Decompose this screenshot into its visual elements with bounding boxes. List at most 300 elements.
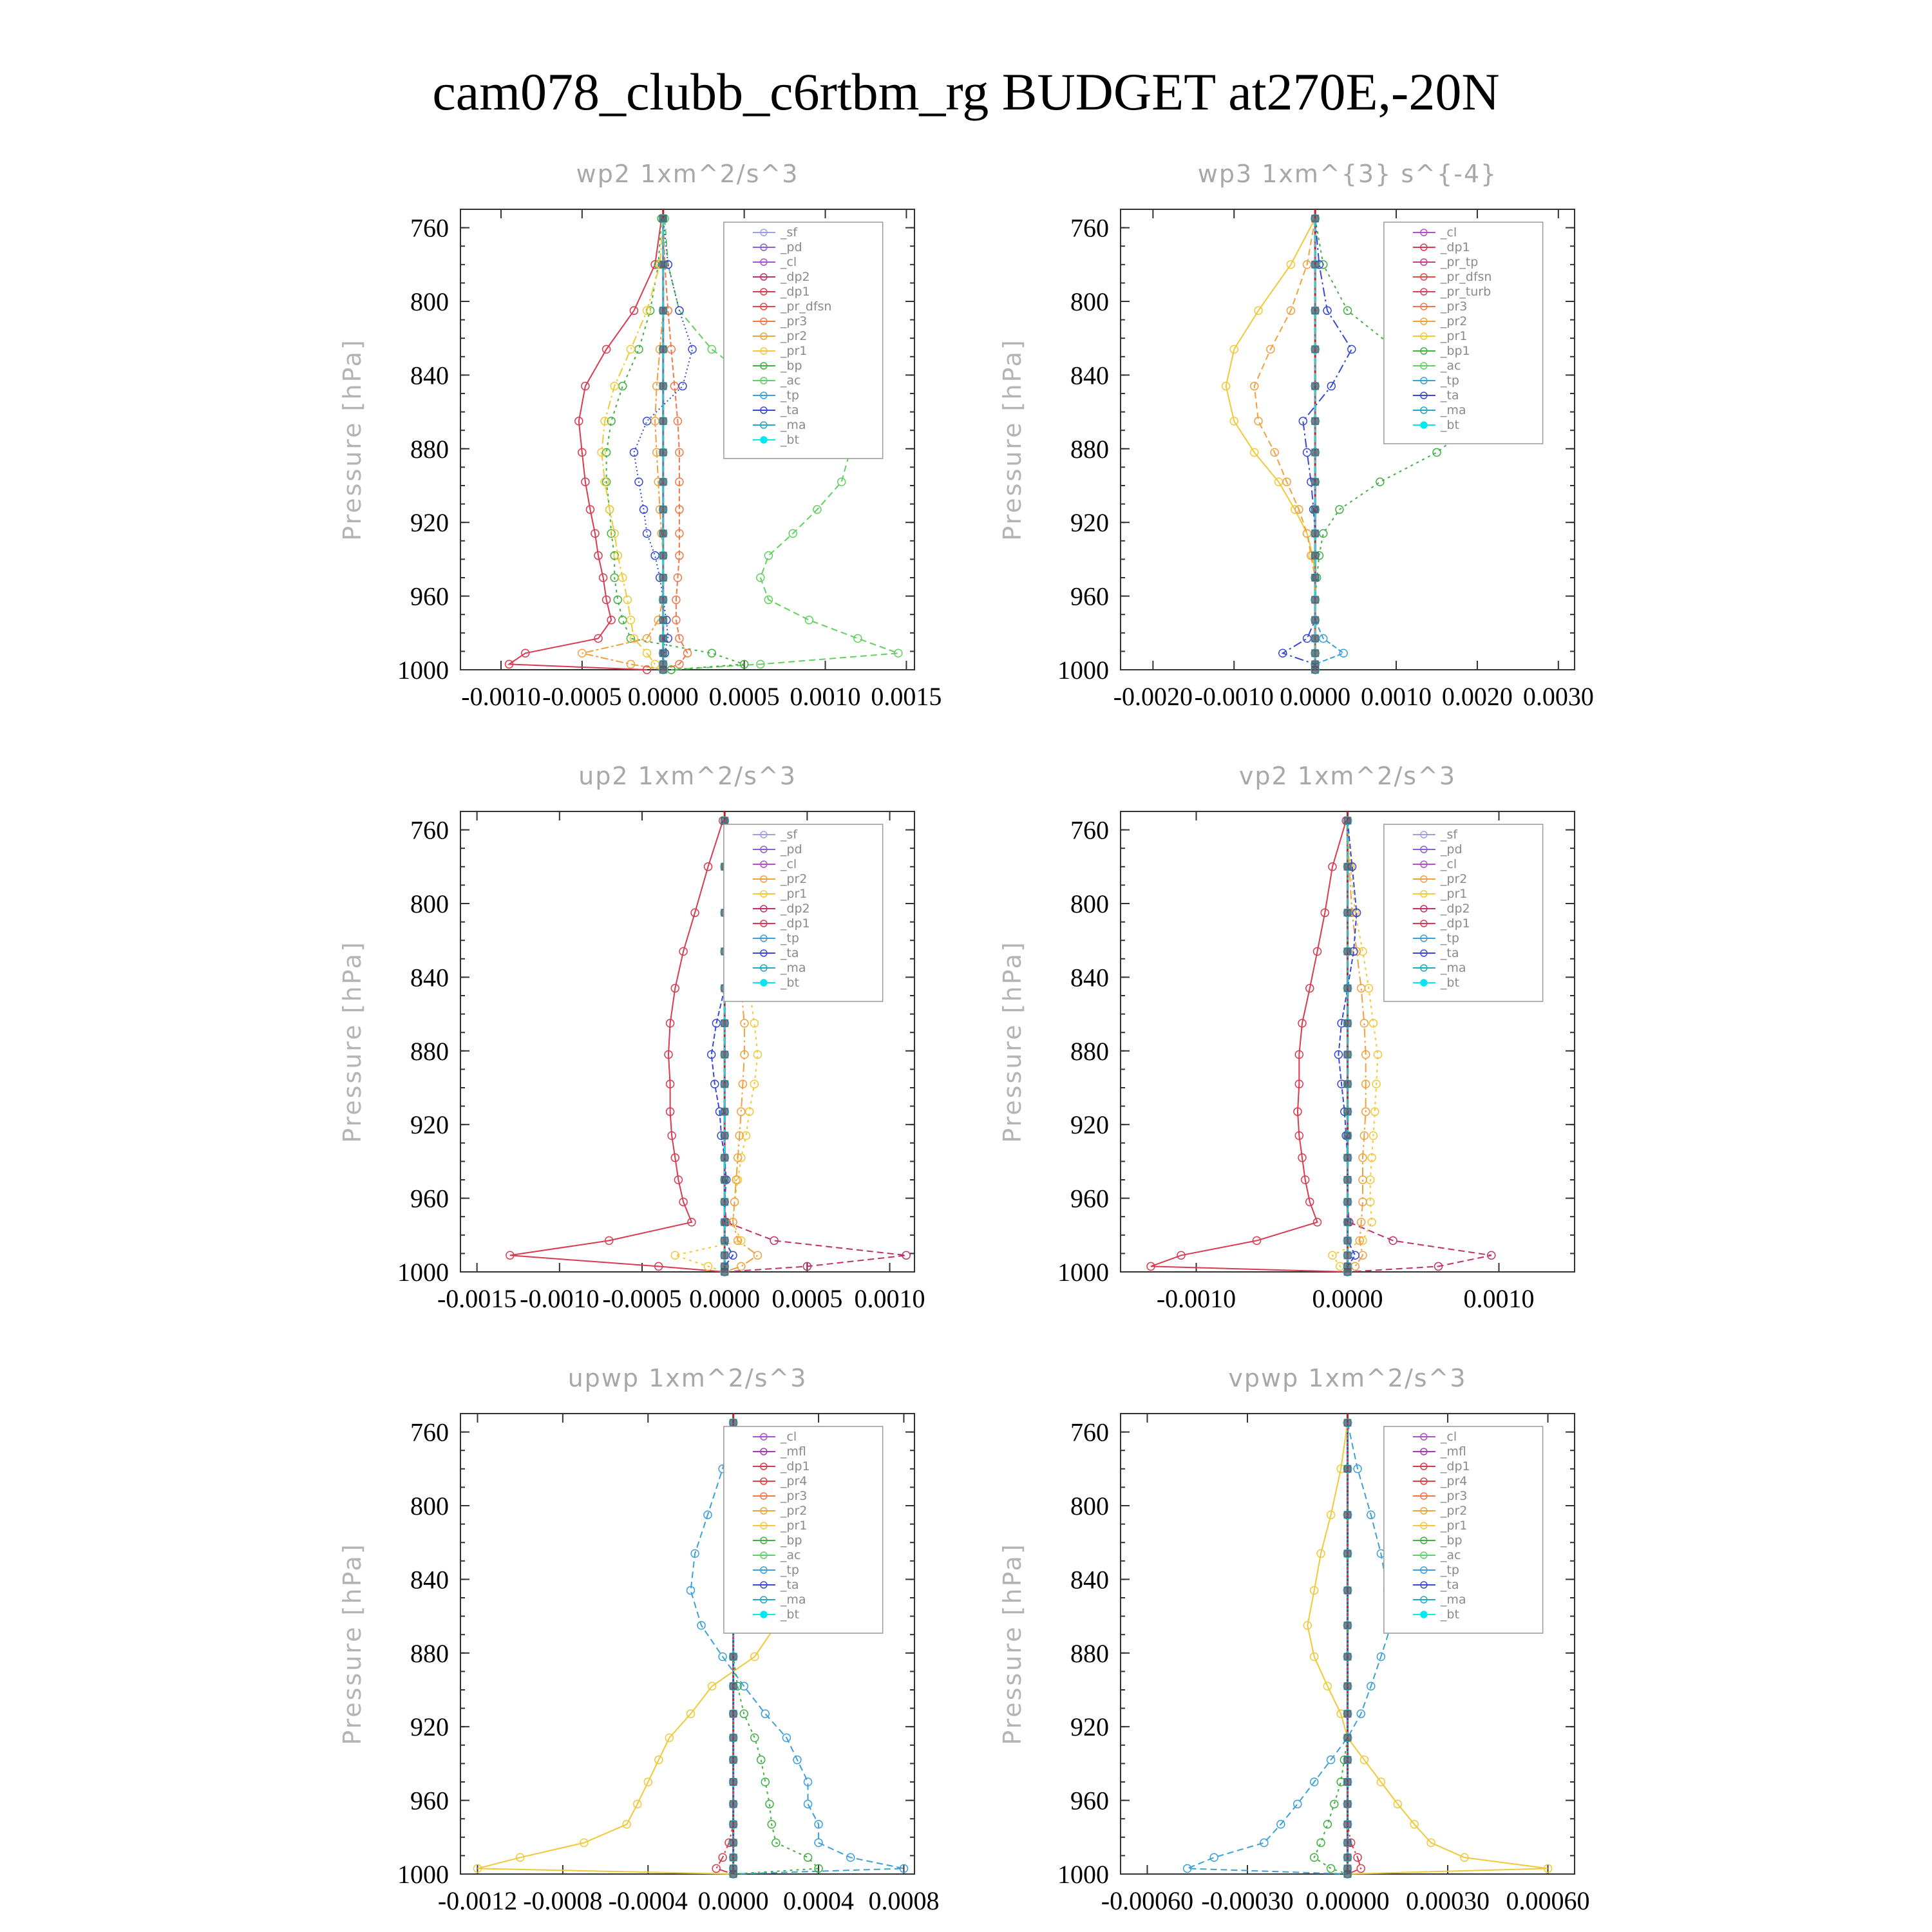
zero-marker xyxy=(1344,1853,1352,1861)
legend-entry: _sf xyxy=(780,225,797,240)
legend-entry: _pr2 xyxy=(1440,1504,1468,1518)
data-point xyxy=(1340,649,1347,657)
legend-entry: _bp xyxy=(780,1533,802,1548)
zero-marker xyxy=(1344,1051,1352,1059)
x-tick-label: 0.0000 xyxy=(697,1886,769,1915)
zero-marker xyxy=(1311,449,1319,457)
legend-entry: _pr1 xyxy=(1440,887,1468,901)
x-tick-label: -0.00060 xyxy=(1101,1886,1194,1915)
legend-entry: _pr3 xyxy=(1440,299,1468,314)
data-point xyxy=(805,616,813,624)
x-tick-label: -0.0012 xyxy=(437,1886,518,1915)
legend-entry: _ta xyxy=(1440,388,1459,402)
zero-marker xyxy=(659,616,667,624)
zero-marker xyxy=(1344,1268,1352,1276)
series-line-tp xyxy=(1188,1423,1391,1874)
legend-entry: _ta xyxy=(780,1578,799,1592)
data-point xyxy=(635,345,643,353)
legend-entry: _dp2 xyxy=(1440,902,1470,916)
y-tick-label: 960 xyxy=(1070,1184,1109,1213)
zero-marker xyxy=(659,383,667,390)
zero-marker xyxy=(659,506,667,513)
y-axis-label: Pressure [hPa] xyxy=(998,338,1027,541)
y-tick-label: 800 xyxy=(1070,889,1109,918)
legend-entry: _cl xyxy=(1440,225,1457,240)
zero-marker xyxy=(721,817,728,824)
x-tick-label: 0.00060 xyxy=(1506,1886,1590,1915)
legend-entry: _pr4 xyxy=(1440,1474,1468,1488)
legend-entry: _pr1 xyxy=(1440,1519,1468,1533)
zero-marker xyxy=(659,261,667,269)
y-tick-label: 1000 xyxy=(397,1860,449,1889)
y-tick-label: 840 xyxy=(410,361,449,390)
data-point xyxy=(679,383,687,390)
legend-entry: _cl xyxy=(780,857,797,871)
zero-marker xyxy=(1311,574,1319,582)
legend-entry: _bt xyxy=(1440,418,1459,432)
zero-marker xyxy=(730,1870,737,1878)
zero-marker xyxy=(721,1251,728,1259)
legend-entry: _pr1 xyxy=(780,344,808,358)
y-tick-label: 960 xyxy=(1070,582,1109,611)
zero-marker xyxy=(1344,947,1352,955)
panel-title: wp2 1xm^2/s^3 xyxy=(576,160,799,188)
x-tick-label: 0.0000 xyxy=(627,682,699,711)
data-point xyxy=(643,417,651,425)
y-tick-label: 760 xyxy=(410,815,449,845)
zero-marker xyxy=(1344,1778,1352,1786)
series-line-dp1 xyxy=(1151,820,1348,1272)
zero-marker xyxy=(730,1419,737,1426)
legend-entry: _tp xyxy=(1440,931,1459,945)
legend-entry: _cl xyxy=(1440,1430,1457,1444)
legend-entry: _tp xyxy=(780,388,799,402)
y-tick-label: 800 xyxy=(410,287,449,316)
y-tick-label: 920 xyxy=(1070,1110,1109,1140)
x-tick-label: -0.0005 xyxy=(602,1284,682,1313)
y-tick-label: 800 xyxy=(1070,287,1109,316)
y-tick-label: 760 xyxy=(1070,213,1109,243)
zero-marker xyxy=(730,1778,737,1786)
legend-entry: _cl xyxy=(780,1430,797,1444)
series-line-dp1 xyxy=(509,218,662,670)
data-point xyxy=(838,478,846,486)
legend-entry: _ma xyxy=(780,418,806,432)
legend-entry: _bt xyxy=(780,976,799,990)
zero-marker xyxy=(1311,529,1319,537)
x-tick-label: -0.00030 xyxy=(1201,1886,1294,1915)
zero-marker xyxy=(721,1051,728,1059)
zero-marker xyxy=(1344,1622,1352,1629)
x-tick-label: -0.0005 xyxy=(542,682,622,711)
data-point xyxy=(764,552,772,560)
legend-entry: _dp1 xyxy=(780,916,810,931)
y-tick-label: 880 xyxy=(410,434,449,464)
legend-entry: _cl xyxy=(1440,857,1457,871)
x-tick-label: -0.0010 xyxy=(1194,682,1274,711)
legend-entry: _bp xyxy=(780,359,802,373)
legend-entry: _ta xyxy=(1440,946,1459,960)
y-tick-label: 920 xyxy=(410,1110,449,1140)
legend-entry: _pr2 xyxy=(1440,314,1468,328)
y-tick-label: 960 xyxy=(410,1786,449,1815)
y-tick-label: 1000 xyxy=(1057,656,1109,685)
x-tick-label: 0.0004 xyxy=(783,1886,855,1915)
zero-marker xyxy=(1344,985,1352,992)
figure-title: cam078_clubb_c6rtbm_rg BUDGET at270E,-20N xyxy=(432,62,1500,121)
chart-panel-1 xyxy=(338,160,942,711)
legend-entry: _pd xyxy=(780,842,802,857)
data-point xyxy=(737,1262,745,1270)
legend-entry: _pr1 xyxy=(1440,329,1468,343)
legend-entry: _cl xyxy=(780,255,797,269)
data-point xyxy=(1317,1839,1325,1846)
legend-entry: _ma xyxy=(1440,1593,1466,1607)
zero-marker xyxy=(1311,307,1319,314)
zero-marker xyxy=(659,529,667,537)
zero-marker xyxy=(721,1108,728,1115)
chart-panel-3 xyxy=(338,762,925,1313)
data-point xyxy=(1327,1864,1335,1872)
legend-entry: _dp1 xyxy=(780,285,810,299)
legend-entry: _dp1 xyxy=(1440,916,1470,931)
zero-marker xyxy=(1344,1108,1352,1115)
zero-marker xyxy=(730,1839,737,1846)
y-tick-label: 880 xyxy=(1070,1036,1109,1066)
zero-marker xyxy=(1344,1587,1352,1595)
legend-entry: _pr2 xyxy=(780,872,808,886)
chart-panel-5 xyxy=(338,1364,939,1915)
data-point xyxy=(651,660,659,668)
legend-entry: _pr3 xyxy=(780,1489,808,1503)
legend-entry: _tp xyxy=(1440,374,1459,388)
data-point xyxy=(1360,1019,1368,1027)
legend-entry: _bt xyxy=(1440,1607,1459,1622)
zero-marker xyxy=(659,345,667,353)
zero-marker xyxy=(1344,1756,1352,1764)
zero-marker xyxy=(1344,1198,1352,1206)
legend-entry: _mfl xyxy=(1440,1444,1466,1459)
zero-marker xyxy=(1311,596,1319,603)
zero-marker xyxy=(730,1800,737,1808)
zero-marker xyxy=(1344,1419,1352,1426)
y-tick-label: 960 xyxy=(410,582,449,611)
legend-entry: _pr_dfsn xyxy=(1440,270,1492,284)
legend-entry: _pr4 xyxy=(780,1474,808,1488)
y-tick-label: 760 xyxy=(1070,815,1109,845)
zero-marker xyxy=(1311,261,1319,269)
x-tick-label: 0.0030 xyxy=(1522,682,1594,711)
legend-entry: _pr_dfsn xyxy=(780,299,832,314)
legend-marker xyxy=(761,437,767,443)
zero-marker xyxy=(1344,1251,1352,1259)
zero-marker xyxy=(659,649,667,657)
data-point xyxy=(1348,345,1356,353)
zero-marker xyxy=(730,1853,737,1861)
zero-marker xyxy=(1311,616,1319,624)
zero-marker xyxy=(721,1154,728,1162)
panel-title: vpwp 1xm^2/s^3 xyxy=(1228,1364,1467,1392)
y-tick-label: 1000 xyxy=(397,1258,449,1287)
x-tick-label: 0.0010 xyxy=(1463,1284,1535,1313)
zero-marker xyxy=(1344,1176,1352,1184)
y-tick-label: 880 xyxy=(1070,1638,1109,1668)
data-point xyxy=(1260,1839,1268,1846)
zero-marker xyxy=(730,1710,737,1718)
y-tick-label: 920 xyxy=(410,1712,449,1742)
data-point xyxy=(651,552,659,560)
series-line-pr2 xyxy=(582,218,663,670)
zero-marker xyxy=(659,574,667,582)
y-tick-label: 880 xyxy=(410,1036,449,1066)
x-tick-label: -0.0020 xyxy=(1113,682,1193,711)
chart-panel-2 xyxy=(998,160,1594,711)
x-tick-label: -0.0010 xyxy=(1156,1284,1236,1313)
zero-marker xyxy=(721,1198,728,1206)
y-tick-label: 760 xyxy=(410,213,449,243)
y-tick-label: 800 xyxy=(410,1492,449,1520)
zero-marker xyxy=(1311,649,1319,657)
zero-marker xyxy=(1311,552,1319,560)
y-tick-label: 960 xyxy=(410,1184,449,1213)
legend-entry: _ta xyxy=(780,946,799,960)
y-tick-label: 960 xyxy=(1070,1786,1109,1815)
zero-marker xyxy=(1311,666,1319,674)
zero-marker xyxy=(1344,1154,1352,1162)
legend-entry: _pr3 xyxy=(1440,1489,1468,1503)
data-point xyxy=(1303,634,1311,642)
legend-entry: _pr3 xyxy=(780,314,808,328)
y-tick-label: 920 xyxy=(1070,1712,1109,1742)
legend-entry: _ta xyxy=(780,403,799,417)
panel-title: up2 1xm^2/s^3 xyxy=(578,762,797,790)
zero-marker xyxy=(659,478,667,486)
zero-marker xyxy=(1344,1653,1352,1661)
data-point xyxy=(1323,1821,1331,1828)
zero-marker xyxy=(1344,1839,1352,1846)
zero-marker xyxy=(721,1236,728,1244)
panel-title: vp2 1xm^2/s^3 xyxy=(1238,762,1457,790)
legend-entry: _pr2 xyxy=(1440,872,1468,886)
legend-entry: _bp1 xyxy=(1440,344,1470,358)
panel-title: upwp 1xm^2/s^3 xyxy=(567,1364,808,1392)
data-point xyxy=(1351,1251,1359,1259)
data-point xyxy=(1433,449,1441,457)
x-tick-label: 0.0015 xyxy=(871,682,942,711)
panel-title: wp3 1xm^{3} s^{-4} xyxy=(1197,160,1498,188)
zero-marker xyxy=(1344,909,1352,916)
data-point xyxy=(751,1734,759,1741)
legend-entry: _pr1 xyxy=(780,1519,808,1533)
y-tick-label: 840 xyxy=(410,963,449,992)
legend-entry: _dp1 xyxy=(780,1459,810,1473)
chart-panel-4 xyxy=(998,762,1575,1313)
legend-entry: _mfl xyxy=(780,1444,806,1459)
legend-entry: _ma xyxy=(1440,403,1466,417)
x-tick-label: -0.0010 xyxy=(461,682,541,711)
zero-marker xyxy=(730,1821,737,1828)
legend-entry: _pr_tp xyxy=(1440,255,1479,269)
y-tick-label: 840 xyxy=(410,1565,449,1595)
legend-entry: _pd xyxy=(780,240,802,254)
zero-marker xyxy=(1344,1682,1352,1690)
series-line-tp xyxy=(1315,218,1343,670)
zero-marker xyxy=(1344,1549,1352,1557)
data-point xyxy=(804,1800,812,1808)
zero-marker xyxy=(730,1682,737,1690)
zero-marker xyxy=(1311,214,1319,222)
zero-marker xyxy=(659,596,667,603)
x-tick-label: 0.0010 xyxy=(854,1284,925,1313)
zero-marker xyxy=(659,449,667,457)
x-tick-label: -0.0010 xyxy=(520,1284,600,1313)
chart-panel-6 xyxy=(998,1364,1590,1915)
x-tick-label: 0.0000 xyxy=(1312,1284,1383,1313)
x-tick-label: 0.0008 xyxy=(868,1886,940,1915)
data-point xyxy=(761,1710,769,1718)
legend-entry: _bt xyxy=(780,433,799,447)
x-tick-label: 0.0000 xyxy=(1280,682,1351,711)
zero-marker xyxy=(1311,634,1319,642)
zero-marker xyxy=(1344,1019,1352,1027)
x-tick-label: -0.0004 xyxy=(608,1886,688,1915)
x-tick-label: -0.0008 xyxy=(523,1886,603,1915)
y-tick-label: 1000 xyxy=(397,656,449,685)
zero-marker xyxy=(1344,1800,1352,1808)
y-axis-label: Pressure [hPa] xyxy=(998,940,1027,1143)
data-point xyxy=(627,345,634,353)
zero-marker xyxy=(1344,1132,1352,1139)
y-tick-label: 880 xyxy=(410,1638,449,1668)
zero-marker xyxy=(1311,345,1319,353)
zero-marker xyxy=(659,214,667,222)
legend-entry: _dp1 xyxy=(1440,240,1470,254)
zero-marker xyxy=(1344,1511,1352,1519)
legend-entry: _ta xyxy=(1440,1578,1459,1592)
zero-marker xyxy=(1344,1870,1352,1878)
data-point xyxy=(1331,1800,1338,1808)
zero-marker xyxy=(1311,506,1319,513)
zero-marker xyxy=(659,634,667,642)
zero-marker xyxy=(1344,1236,1352,1244)
zero-marker xyxy=(659,417,667,425)
data-point xyxy=(753,1251,761,1259)
legend-entry: _pr_turb xyxy=(1440,285,1492,299)
x-tick-label: 0.0020 xyxy=(1441,682,1513,711)
legend-entry: _sf xyxy=(1440,828,1457,842)
zero-marker xyxy=(1344,1080,1352,1088)
zero-marker xyxy=(721,1268,728,1276)
data-point xyxy=(688,345,696,353)
zero-marker xyxy=(721,1218,728,1226)
data-point xyxy=(1376,478,1384,486)
data-point xyxy=(1294,1800,1302,1808)
x-tick-label: 0.0010 xyxy=(1361,682,1432,711)
zero-marker xyxy=(1311,383,1319,390)
zero-marker xyxy=(1344,1465,1352,1473)
legend-entry: _ac xyxy=(1440,1548,1461,1562)
zero-marker xyxy=(721,1132,728,1139)
zero-marker xyxy=(659,552,667,560)
x-tick-label: 0.0005 xyxy=(708,682,780,711)
y-tick-label: 800 xyxy=(410,889,449,918)
legend-marker xyxy=(1421,1611,1427,1618)
zero-marker xyxy=(730,1734,737,1741)
zero-marker xyxy=(730,1756,737,1764)
legend-entry: _bt xyxy=(780,1607,799,1622)
data-point xyxy=(1210,1853,1218,1861)
x-tick-label: 0.0000 xyxy=(689,1284,761,1313)
zero-marker xyxy=(1344,1710,1352,1718)
legend-marker xyxy=(761,1611,767,1618)
zero-marker xyxy=(1344,1734,1352,1741)
legend-entry: _ma xyxy=(780,1593,806,1607)
data-point xyxy=(712,1864,720,1872)
x-tick-label: 0.00000 xyxy=(1305,1886,1390,1915)
legend-entry: _pr1 xyxy=(780,887,808,901)
x-tick-label: 0.0005 xyxy=(772,1284,843,1313)
y-tick-label: 920 xyxy=(1070,508,1109,538)
legend-entry: _bt xyxy=(1440,976,1459,990)
legend-marker xyxy=(1421,980,1427,986)
legend-marker xyxy=(761,980,767,986)
series-line-dp1 xyxy=(510,820,724,1272)
data-point xyxy=(708,345,715,353)
y-tick-label: 760 xyxy=(1070,1417,1109,1447)
zero-marker xyxy=(721,1019,728,1027)
data-point xyxy=(619,383,627,390)
data-point xyxy=(1358,985,1365,992)
zero-marker xyxy=(1344,1218,1352,1226)
series-line-pr1 xyxy=(601,218,663,670)
y-tick-label: 840 xyxy=(1070,963,1109,992)
zero-marker xyxy=(1344,817,1352,824)
x-tick-label: -0.0015 xyxy=(437,1284,517,1313)
zero-marker xyxy=(659,666,667,674)
data-point xyxy=(1351,1262,1359,1270)
y-axis-label: Pressure [hPa] xyxy=(998,1542,1027,1745)
legend-entry: _bp xyxy=(1440,1533,1463,1548)
legend-entry: _pd xyxy=(1440,842,1463,857)
data-point xyxy=(804,1853,812,1861)
data-point xyxy=(627,616,634,624)
y-tick-label: 840 xyxy=(1070,1565,1109,1595)
y-axis-label: Pressure [hPa] xyxy=(338,338,366,541)
y-tick-label: 1000 xyxy=(1057,1860,1109,1889)
legend-entry: _ma xyxy=(1440,961,1466,975)
zero-marker xyxy=(721,1080,728,1088)
zero-marker xyxy=(1311,478,1319,486)
data-point xyxy=(643,529,651,537)
panels xyxy=(338,160,1594,1915)
y-tick-label: 760 xyxy=(410,1417,449,1447)
y-tick-label: 880 xyxy=(1070,434,1109,464)
y-tick-label: 800 xyxy=(1070,1492,1109,1520)
legend-entry: _ma xyxy=(780,961,806,975)
legend-entry: _tp xyxy=(780,931,799,945)
legend-entry: _tp xyxy=(1440,1563,1459,1577)
legend-entry: _dp2 xyxy=(780,270,810,284)
legend-entry: _pr2 xyxy=(780,1504,808,1518)
zero-marker xyxy=(730,1653,737,1661)
zero-marker xyxy=(721,1176,728,1184)
x-tick-label: 0.00030 xyxy=(1406,1886,1490,1915)
legend-entry: _ac xyxy=(1440,359,1461,373)
legend-entry: _ac xyxy=(780,1548,801,1562)
legend-entry: _tp xyxy=(780,1563,799,1577)
zero-marker xyxy=(1344,863,1352,871)
zero-marker xyxy=(659,307,667,314)
